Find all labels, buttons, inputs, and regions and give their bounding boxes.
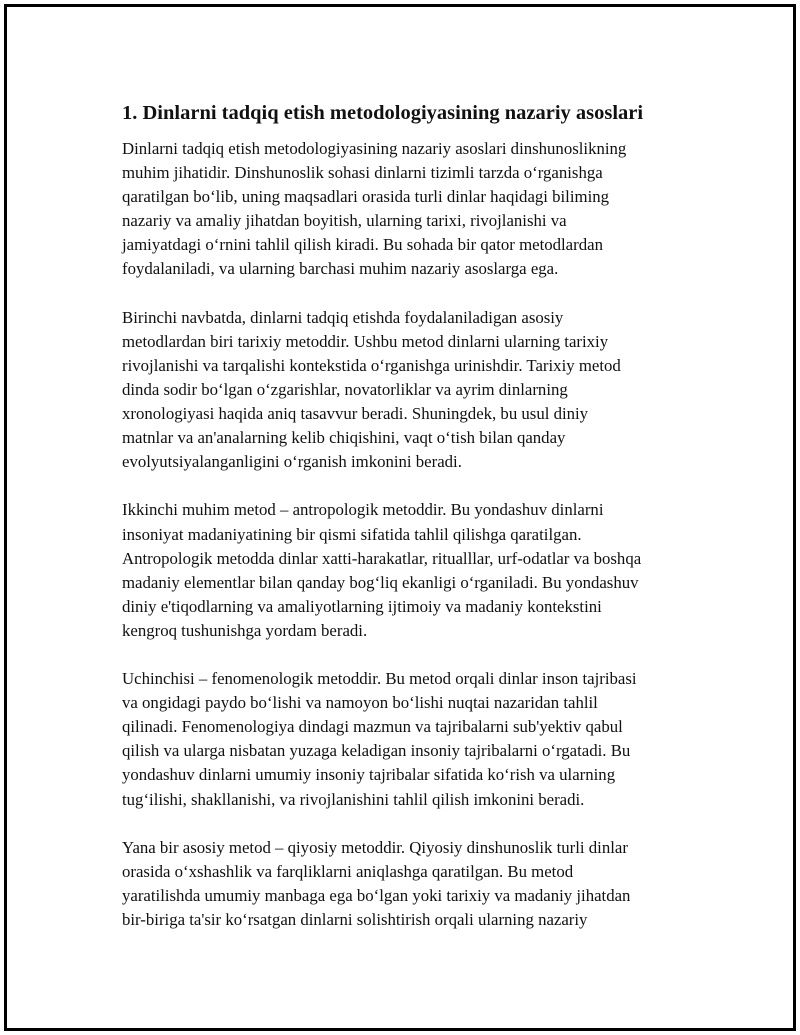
text-line: insoniyat madaniyatining bir qismi sifatida tahlil qilishga qaratilgan. (122, 524, 582, 544)
text-line: va ongidagi paydo bo‘lishi va namoyon bo‘lishi nuqtai nazaridan tahlil (122, 693, 598, 713)
text-line: qaratilgan bo‘lib, uning maqsadlari orasida turli dinlar haqidagi biliming (122, 187, 610, 207)
text-line: orasida o‘xshashlik va farqliklarni aniqlashga qaratilgan. Bu metod (122, 861, 574, 881)
text-line: xronologiyasi haqida aniq tasavvur beradi. Shuningdek, bu usul diniy (122, 404, 589, 424)
text-line: evolyutsiyalanganligini o‘rganish imkonini beradi. (122, 452, 462, 472)
text-line: foydalaniladi, va ularning barchasi muhim nazariy asoslarga ega. (122, 259, 559, 279)
text-line: qilish va ularga nisbatan yuzaga keladigan insoniy tajribalarni o‘rgatadi. Bu (122, 741, 631, 761)
text-line: qilinadi. Fenomenologiya dindagi mazmun va tajribalarni sub'yektiv qabul (122, 717, 623, 737)
text-line: bir-biriga ta'sir ko‘rsatgan dinlarni solishtirish orqali ularning nazariy (122, 910, 588, 929)
text-line: kengroq tushunishga yordam beradi. (122, 620, 368, 640)
text-line: Uchinchisi – fenomenologik metoddir. Bu metod orqali dinlar inson tajribasi (122, 669, 637, 689)
paragraph (122, 498, 712, 643)
text-line: nazariy va amaliy jihatdan boyitish, ularning tarixi, rivojlanishi va (122, 211, 567, 231)
document-body (122, 100, 712, 956)
text-line: madaniy elementlar bilan qanday bog‘liq ekanligi o‘rganiladi. Bu yondashuv (122, 572, 639, 592)
text-line: tug‘ilishi, shakllanishi, va rivojlanishini tahlil qilish imkonini beradi. (122, 789, 585, 809)
text-line: jamiyatdagi o‘rnini tahlil qilish kiradi. Bu sohada bir qator metodlardan (122, 235, 603, 255)
text-line: diniy e'tiqodlarning va amaliyotlarning ijtimoiy va madaniy kontekstini (122, 596, 602, 616)
text-line: yondashuv dinlarni umumiy insoniy tajribalar sifatida ko‘rish va ularning (122, 765, 616, 785)
text-line: Yana bir asosiy metod – qiyosiy metoddir. Qiyosiy dinshunoslik turli dinlar (122, 837, 628, 857)
paragraph (122, 137, 712, 282)
text-line: rivojlanishi va tarqalishi kontekstida o‘rganishga urinishdir. Tarixiy metod (122, 355, 621, 375)
text-line: yaratilishda umumiy manbaga ega bo‘lgan yoki tarixiy va madaniy jihatdan (122, 885, 631, 905)
paragraph (122, 306, 712, 475)
text-line: dinda sodir bo‘lgan o‘zgarishlar, novatorliklar va ayrim dinlarning (122, 379, 568, 399)
text-line: matnlar va an'analarning kelib chiqishini, vaqt o‘tish bilan qanday (122, 428, 566, 448)
text-line: Birinchi navbatda, dinlarni tadqiq etishda foydalaniladigan asosiy (122, 307, 564, 327)
section-heading: 1. Dinlarni tadqiq etish metodologiyasining nazariy asoslari (122, 102, 644, 124)
paragraph-list (122, 137, 712, 932)
text-line: Dinlarni tadqiq etish metodologiyasining nazariy asoslari dinshunoslikning (122, 139, 627, 158)
paragraph (122, 667, 712, 812)
text-line: muhim jihatidir. Dinshunoslik sohasi dinlarni tizimli tarzda o‘rganishga (122, 163, 603, 183)
text-line: metodlardan biri tarixiy metoddir. Ushbu metod dinlarni ularning tarixiy (122, 331, 609, 351)
text-line: Ikkinchi muhim metod – antropologik metoddir. Bu yondashuv dinlarni (122, 500, 604, 520)
text-line: Antropologik metodda dinlar xatti-harakatlar, ritualllar, urf-odatlar va boshqa (122, 548, 642, 568)
paragraph (122, 836, 712, 932)
page-frame (4, 4, 796, 1031)
